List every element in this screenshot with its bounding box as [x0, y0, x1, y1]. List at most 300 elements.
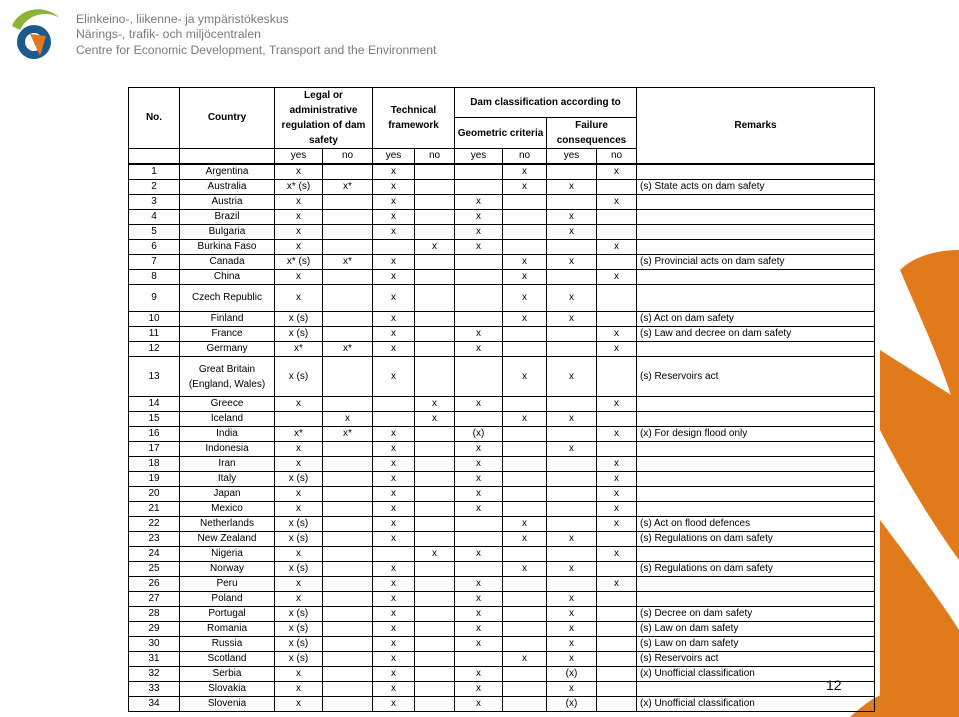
row-country: Poland: [180, 592, 275, 607]
row-cell: [547, 577, 597, 592]
row-remark: [637, 225, 875, 240]
row-cell: x (s): [275, 637, 323, 652]
row-cell: [415, 255, 455, 270]
row-cell: [547, 327, 597, 342]
row-country: Bulgaria: [180, 225, 275, 240]
row-cell: x: [373, 427, 415, 442]
row-cell: x: [547, 312, 597, 327]
row-remark: (s) Regulations on dam safety: [637, 562, 875, 577]
row-number: 24: [129, 547, 180, 562]
row-cell: x: [455, 397, 503, 412]
header-yes-3: yes: [547, 149, 597, 165]
row-cell: x: [455, 327, 503, 342]
row-cell: x: [275, 270, 323, 285]
row-cell: x: [373, 327, 415, 342]
row-cell: x: [597, 577, 637, 592]
row-cell: [455, 652, 503, 667]
row-number: 21: [129, 502, 180, 517]
table-row: [129, 427, 875, 442]
row-cell: [415, 285, 455, 312]
row-remark: [637, 342, 875, 357]
row-cell: [415, 180, 455, 195]
row-number: 11: [129, 327, 180, 342]
row-cell: [323, 457, 373, 472]
row-cell: x: [597, 457, 637, 472]
row-number: 2: [129, 180, 180, 195]
row-cell: x: [597, 195, 637, 210]
row-cell: x: [373, 577, 415, 592]
row-cell: [415, 637, 455, 652]
row-country: Slovenia: [180, 697, 275, 712]
row-cell: [503, 682, 547, 697]
row-cell: [597, 225, 637, 240]
row-cell: [597, 697, 637, 712]
table-row: [129, 622, 875, 637]
row-cell: [415, 607, 455, 622]
row-country: Brazil: [180, 210, 275, 225]
row-cell: x (s): [275, 312, 323, 327]
row-cell: [323, 357, 373, 397]
row-cell: x: [597, 397, 637, 412]
header-blank-no: [129, 149, 180, 165]
row-remark: [637, 457, 875, 472]
row-cell: x: [547, 592, 597, 607]
row-cell: [323, 547, 373, 562]
row-cell: [415, 592, 455, 607]
row-cell: [503, 472, 547, 487]
row-cell: [373, 397, 415, 412]
row-cell: [415, 457, 455, 472]
table-row: [129, 312, 875, 327]
row-number: 6: [129, 240, 180, 255]
row-remark: (s) Law on dam safety: [637, 622, 875, 637]
row-cell: [503, 607, 547, 622]
row-country: Scotland: [180, 652, 275, 667]
row-cell: [455, 357, 503, 397]
table-row: [129, 487, 875, 502]
row-cell: x*: [323, 255, 373, 270]
row-cell: x: [275, 285, 323, 312]
row-remark: [637, 472, 875, 487]
table-row: [129, 397, 875, 412]
table-row: [129, 652, 875, 667]
row-number: 23: [129, 532, 180, 547]
row-cell: x: [597, 547, 637, 562]
row-cell: [415, 270, 455, 285]
row-cell: x: [455, 682, 503, 697]
row-number: 27: [129, 592, 180, 607]
row-remark: (s) Reservoirs act: [637, 652, 875, 667]
row-cell: [597, 442, 637, 457]
row-cell: x: [373, 357, 415, 397]
row-cell: [503, 547, 547, 562]
row-cell: [415, 487, 455, 502]
row-remark: (s) Act on dam safety: [637, 312, 875, 327]
row-cell: x (s): [275, 472, 323, 487]
row-cell: x: [547, 412, 597, 427]
row-remark: [637, 502, 875, 517]
row-cell: [323, 682, 373, 697]
row-country: Peru: [180, 577, 275, 592]
row-cell: [323, 622, 373, 637]
row-cell: [597, 285, 637, 312]
header-no-1: no: [415, 149, 455, 165]
row-cell: [547, 164, 597, 180]
table-row: [129, 180, 875, 195]
row-cell: x: [373, 517, 415, 532]
org-name-en: Centre for Economic Development, Transport and the Environment: [76, 42, 437, 57]
table-row: [129, 697, 875, 712]
row-cell: [597, 532, 637, 547]
row-cell: x: [503, 312, 547, 327]
row-cell: x: [503, 255, 547, 270]
row-country: Russia: [180, 637, 275, 652]
row-cell: x: [455, 210, 503, 225]
row-cell: x: [503, 164, 547, 180]
row-cell: [455, 562, 503, 577]
row-country: Australia: [180, 180, 275, 195]
row-number: 7: [129, 255, 180, 270]
row-cell: [323, 397, 373, 412]
row-number: 20: [129, 487, 180, 502]
row-cell: [415, 532, 455, 547]
row-cell: x: [415, 240, 455, 255]
row-cell: x: [503, 270, 547, 285]
row-number: 22: [129, 517, 180, 532]
row-cell: x: [373, 652, 415, 667]
row-country: Italy: [180, 472, 275, 487]
header-no-0: no: [323, 149, 373, 165]
table-row: [129, 547, 875, 562]
row-cell: [373, 240, 415, 255]
row-cell: x: [373, 622, 415, 637]
row-cell: [503, 327, 547, 342]
row-cell: [455, 312, 503, 327]
row-cell: x: [455, 442, 503, 457]
table-row: [129, 270, 875, 285]
row-cell: x: [373, 195, 415, 210]
row-cell: x (s): [275, 622, 323, 637]
row-country: Finland: [180, 312, 275, 327]
header-no: No.: [129, 88, 180, 149]
table-row: [129, 502, 875, 517]
row-cell: x: [547, 682, 597, 697]
row-cell: x: [547, 285, 597, 312]
row-cell: [415, 517, 455, 532]
row-remark: (s) Act on flood defences: [637, 517, 875, 532]
row-cell: [323, 667, 373, 682]
row-cell: x: [275, 442, 323, 457]
table-body: [129, 164, 875, 712]
row-country: China: [180, 270, 275, 285]
table-row: [129, 357, 875, 397]
row-cell: [275, 412, 323, 427]
row-cell: x: [275, 164, 323, 180]
row-cell: [415, 652, 455, 667]
row-cell: [597, 562, 637, 577]
row-number: 3: [129, 195, 180, 210]
table-row: [129, 342, 875, 357]
row-cell: [323, 652, 373, 667]
row-cell: [503, 667, 547, 682]
row-cell: [455, 412, 503, 427]
table-row: [129, 457, 875, 472]
row-cell: [547, 270, 597, 285]
row-cell: x*: [275, 427, 323, 442]
header-country: Country: [180, 88, 275, 149]
row-cell: [323, 517, 373, 532]
row-cell: [503, 240, 547, 255]
row-number: 26: [129, 577, 180, 592]
row-cell: x (s): [275, 652, 323, 667]
row-cell: x: [323, 412, 373, 427]
row-cell: [415, 225, 455, 240]
row-cell: [323, 502, 373, 517]
row-cell: x: [455, 472, 503, 487]
row-cell: [547, 195, 597, 210]
table-row: [129, 517, 875, 532]
row-cell: x: [275, 457, 323, 472]
row-cell: x*: [323, 180, 373, 195]
row-cell: [547, 487, 597, 502]
row-cell: x: [455, 577, 503, 592]
row-cell: x: [503, 652, 547, 667]
row-cell: x: [455, 195, 503, 210]
row-cell: [547, 472, 597, 487]
table-row: [129, 327, 875, 342]
row-cell: x: [455, 342, 503, 357]
row-cell: [415, 427, 455, 442]
row-cell: [415, 442, 455, 457]
row-number: 12: [129, 342, 180, 357]
row-number: 8: [129, 270, 180, 285]
row-cell: x: [455, 697, 503, 712]
header-no-3: no: [597, 149, 637, 165]
row-cell: [455, 517, 503, 532]
row-cell: [455, 532, 503, 547]
row-cell: x: [455, 547, 503, 562]
table-row: [129, 255, 875, 270]
row-cell: [415, 502, 455, 517]
row-cell: x: [547, 562, 597, 577]
row-remark: (x) Unofficial classification: [637, 667, 875, 682]
row-cell: x: [373, 312, 415, 327]
table-row: [129, 607, 875, 622]
table-row: [129, 195, 875, 210]
row-country: Iceland: [180, 412, 275, 427]
row-cell: x: [503, 562, 547, 577]
row-number: 25: [129, 562, 180, 577]
row-country: Argentina: [180, 164, 275, 180]
row-cell: x: [373, 225, 415, 240]
row-cell: x: [503, 357, 547, 397]
row-cell: x: [275, 487, 323, 502]
row-remark: (s) Provincial acts on dam safety: [637, 255, 875, 270]
row-country: Serbia: [180, 667, 275, 682]
row-cell: x: [455, 502, 503, 517]
table-row: [129, 285, 875, 312]
row-cell: x (s): [275, 607, 323, 622]
table-header: [129, 88, 875, 165]
row-cell: x: [597, 327, 637, 342]
row-country: Indonesia: [180, 442, 275, 457]
row-cell: [323, 487, 373, 502]
row-cell: x: [597, 164, 637, 180]
row-cell: [597, 607, 637, 622]
row-remark: (s) Reservoirs act: [637, 357, 875, 397]
row-cell: [323, 164, 373, 180]
row-cell: [503, 487, 547, 502]
row-cell: [455, 270, 503, 285]
row-cell: x: [275, 225, 323, 240]
row-cell: x: [547, 652, 597, 667]
row-cell: [323, 195, 373, 210]
row-cell: x* (s): [275, 180, 323, 195]
row-cell: [503, 342, 547, 357]
row-cell: x: [275, 577, 323, 592]
dam-safety-table: [128, 87, 875, 712]
row-country: India: [180, 427, 275, 442]
row-cell: x: [275, 667, 323, 682]
row-cell: x: [275, 592, 323, 607]
row-cell: [455, 180, 503, 195]
row-cell: [503, 637, 547, 652]
row-cell: [415, 682, 455, 697]
row-cell: x: [415, 397, 455, 412]
row-remark: (x) For design flood only: [637, 427, 875, 442]
row-cell: [547, 240, 597, 255]
row-cell: x: [373, 502, 415, 517]
row-number: 33: [129, 682, 180, 697]
row-cell: [503, 592, 547, 607]
row-number: 16: [129, 427, 180, 442]
row-cell: x: [503, 532, 547, 547]
row-cell: x: [275, 397, 323, 412]
row-remark: [637, 547, 875, 562]
row-cell: x* (s): [275, 255, 323, 270]
row-cell: [323, 577, 373, 592]
row-cell: x: [455, 637, 503, 652]
row-cell: [415, 577, 455, 592]
row-cell: [323, 532, 373, 547]
row-remark: [637, 285, 875, 312]
row-country: Burkina Faso: [180, 240, 275, 255]
header-technical: Technical framework: [373, 88, 455, 149]
row-cell: x: [547, 532, 597, 547]
row-cell: x: [597, 487, 637, 502]
row-cell: [503, 622, 547, 637]
row-cell: x: [373, 255, 415, 270]
row-cell: [597, 682, 637, 697]
row-country: Netherlands: [180, 517, 275, 532]
row-cell: x: [547, 622, 597, 637]
row-cell: [415, 164, 455, 180]
row-cell: x: [373, 592, 415, 607]
row-cell: x: [373, 697, 415, 712]
row-cell: [503, 577, 547, 592]
row-cell: x: [503, 517, 547, 532]
row-cell: x: [597, 342, 637, 357]
table-row: [129, 225, 875, 240]
table-row: [129, 412, 875, 427]
row-number: 18: [129, 457, 180, 472]
row-cell: [323, 240, 373, 255]
table-row: [129, 592, 875, 607]
row-cell: [415, 342, 455, 357]
row-cell: [415, 312, 455, 327]
table-row: [129, 472, 875, 487]
row-cell: [503, 225, 547, 240]
row-cell: x: [455, 607, 503, 622]
table-row: [129, 442, 875, 457]
row-cell: [503, 442, 547, 457]
row-cell: x: [455, 592, 503, 607]
row-number: 14: [129, 397, 180, 412]
row-cell: [455, 164, 503, 180]
row-cell: x: [373, 682, 415, 697]
table-row: [129, 240, 875, 255]
row-cell: x: [547, 180, 597, 195]
row-cell: [323, 697, 373, 712]
row-cell: [597, 312, 637, 327]
row-cell: x: [503, 285, 547, 312]
row-country: Great Britain (England, Wales): [180, 357, 275, 397]
row-country: Japan: [180, 487, 275, 502]
row-cell: [597, 652, 637, 667]
row-cell: [323, 285, 373, 312]
row-cell: x: [373, 457, 415, 472]
row-cell: [597, 357, 637, 397]
header-yes-1: yes: [373, 149, 415, 165]
row-cell: x: [455, 667, 503, 682]
org-name-sv: Närings-, trafik- och miljöcentralen: [76, 27, 261, 42]
row-cell: x*: [275, 342, 323, 357]
row-cell: x: [547, 255, 597, 270]
row-cell: x: [455, 487, 503, 502]
row-number: 4: [129, 210, 180, 225]
row-cell: [547, 427, 597, 442]
row-cell: [455, 255, 503, 270]
row-remark: [637, 397, 875, 412]
row-cell: [503, 697, 547, 712]
row-remark: [637, 577, 875, 592]
row-cell: [503, 195, 547, 210]
table-row: [129, 637, 875, 652]
header-no-2: no: [503, 149, 547, 165]
row-cell: [547, 547, 597, 562]
row-cell: (x): [547, 667, 597, 682]
row-cell: x: [275, 697, 323, 712]
row-cell: x: [275, 210, 323, 225]
row-cell: x: [415, 412, 455, 427]
row-number: 5: [129, 225, 180, 240]
row-number: 9: [129, 285, 180, 312]
row-cell: [547, 457, 597, 472]
row-cell: [597, 255, 637, 270]
ely-logo: [8, 4, 66, 62]
row-cell: x: [373, 667, 415, 682]
row-cell: x: [503, 412, 547, 427]
row-cell: (x): [547, 697, 597, 712]
row-cell: x*: [323, 427, 373, 442]
row-cell: x: [547, 442, 597, 457]
row-cell: x: [597, 240, 637, 255]
row-remark: (s) Law on dam safety: [637, 637, 875, 652]
row-remark: [637, 412, 875, 427]
row-cell: x (s): [275, 327, 323, 342]
row-cell: x: [547, 637, 597, 652]
row-cell: x: [373, 532, 415, 547]
